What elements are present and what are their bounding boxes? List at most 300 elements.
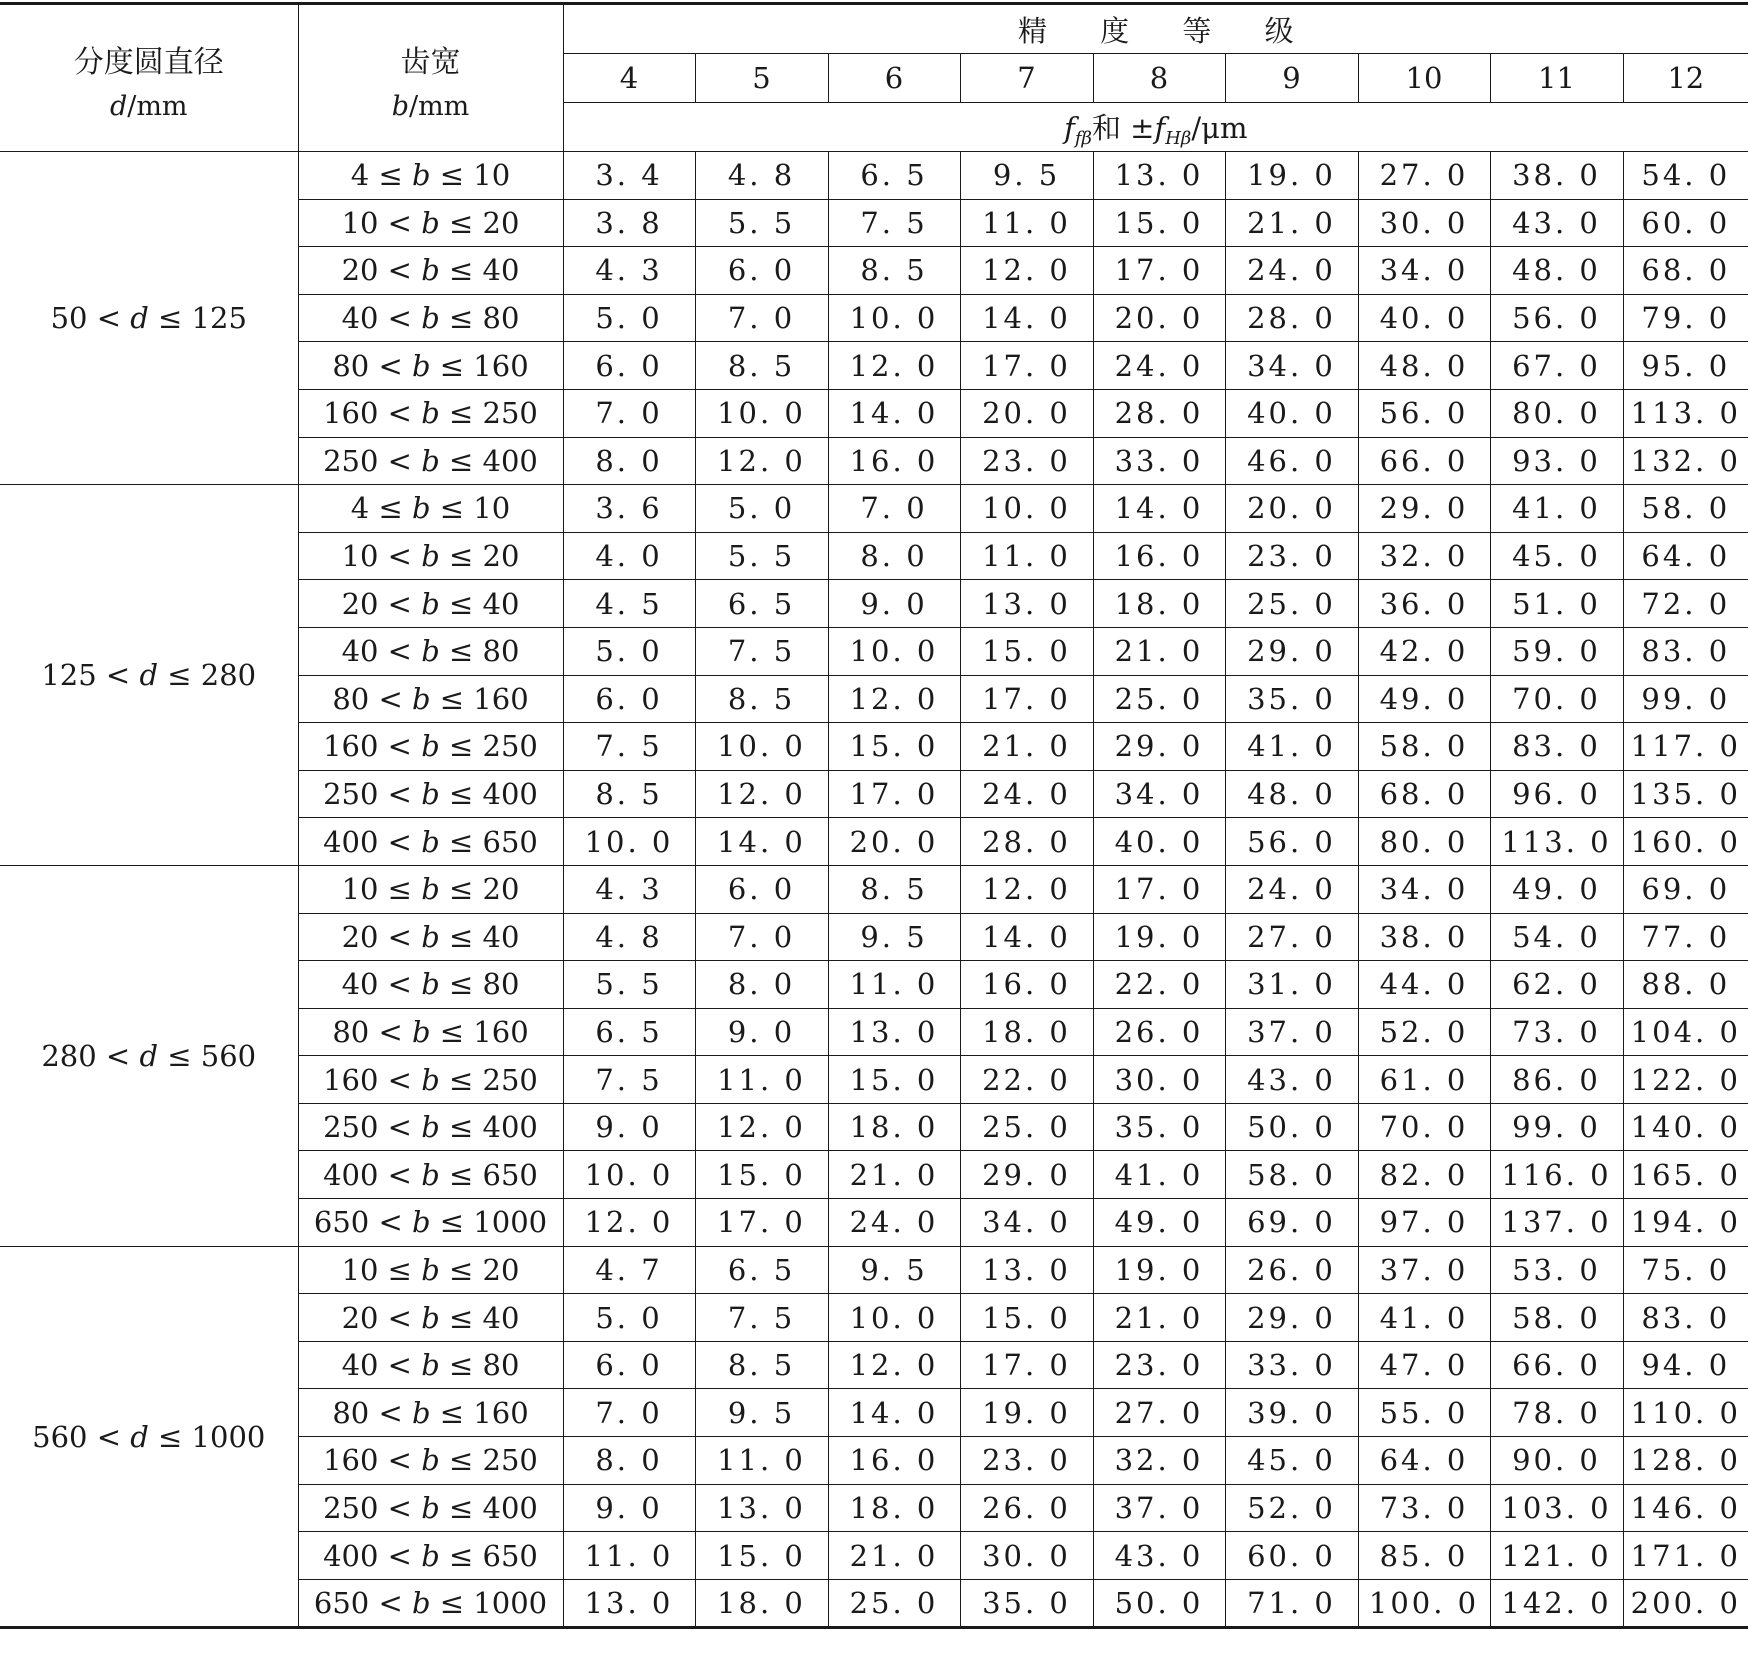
value-cell: 60. 0: [1623, 199, 1748, 247]
value-cell: 95. 0: [1623, 342, 1748, 390]
value-cell: 56. 0: [1225, 818, 1358, 866]
value-cell: 10. 0: [563, 818, 695, 866]
value-cell: 35. 0: [1093, 1103, 1225, 1151]
value-cell: 9. 0: [828, 580, 960, 628]
value-cell: 20. 0: [960, 389, 1093, 437]
value-cell: 25. 0: [960, 1103, 1093, 1151]
value-cell: 73. 0: [1358, 1484, 1490, 1532]
value-cell: 37. 0: [1358, 1246, 1490, 1294]
value-cell: 96. 0: [1490, 770, 1623, 818]
value-cell: 34. 0: [1225, 342, 1358, 390]
value-cell: 49. 0: [1093, 1199, 1225, 1247]
value-cell: 4. 0: [563, 532, 695, 580]
value-cell: 8. 5: [563, 770, 695, 818]
value-cell: 15. 0: [695, 1151, 828, 1199]
diameter-var: d: [109, 90, 128, 122]
width-range-cell: 4 ≤ b ≤ 10: [298, 485, 563, 533]
grade-10: 10: [1358, 54, 1490, 103]
value-cell: 16. 0: [828, 437, 960, 485]
value-cell: 40. 0: [1093, 818, 1225, 866]
value-cell: 10. 0: [960, 485, 1093, 533]
value-cell: 15. 0: [828, 1056, 960, 1104]
value-cell: 68. 0: [1623, 247, 1748, 295]
width-range-cell: 160 < b ≤ 250: [298, 1437, 563, 1485]
value-cell: 72. 0: [1623, 580, 1748, 628]
value-cell: 3. 8: [563, 199, 695, 247]
value-cell: 23. 0: [1093, 1341, 1225, 1389]
value-cell: 25. 0: [828, 1579, 960, 1628]
value-cell: 4. 8: [563, 913, 695, 961]
value-cell: 7. 0: [695, 913, 828, 961]
value-cell: 11. 0: [828, 961, 960, 1009]
width-range-cell: 160 < b ≤ 250: [298, 723, 563, 771]
value-cell: 17. 0: [1093, 865, 1225, 913]
value-cell: 200. 0: [1623, 1579, 1748, 1628]
value-cell: 50. 0: [1093, 1579, 1225, 1628]
value-cell: 24. 0: [828, 1199, 960, 1247]
value-cell: 6. 0: [695, 247, 828, 295]
width-range-cell: 160 < b ≤ 250: [298, 1056, 563, 1104]
value-cell: 8. 5: [828, 247, 960, 295]
diameter-range-cell: 280 < d ≤ 560: [0, 865, 298, 1246]
value-cell: 26. 0: [1225, 1246, 1358, 1294]
quantity-unit: /μm: [1191, 110, 1248, 145]
value-cell: 29. 0: [1225, 627, 1358, 675]
value-cell: 5. 0: [563, 294, 695, 342]
value-cell: 42. 0: [1358, 627, 1490, 675]
width-range-cell: 250 < b ≤ 400: [298, 1484, 563, 1532]
value-cell: 46. 0: [1225, 437, 1358, 485]
value-cell: 29. 0: [1093, 723, 1225, 771]
value-cell: 19. 0: [1093, 1246, 1225, 1294]
value-cell: 88. 0: [1623, 961, 1748, 1009]
width-range-cell: 40 < b ≤ 80: [298, 961, 563, 1009]
value-cell: 6. 5: [695, 580, 828, 628]
value-cell: 12. 0: [828, 1341, 960, 1389]
value-cell: 12. 0: [695, 1103, 828, 1151]
value-cell: 21. 0: [828, 1532, 960, 1580]
value-cell: 50. 0: [1225, 1103, 1358, 1151]
value-cell: 128. 0: [1623, 1437, 1748, 1485]
value-cell: 8. 0: [695, 961, 828, 1009]
value-cell: 59. 0: [1490, 627, 1623, 675]
value-cell: 9. 5: [828, 1246, 960, 1294]
value-cell: 26. 0: [1093, 1008, 1225, 1056]
value-cell: 22. 0: [960, 1056, 1093, 1104]
width-range-cell: 10 < b ≤ 20: [298, 532, 563, 580]
value-cell: 21. 0: [1093, 1294, 1225, 1342]
value-cell: 8. 5: [828, 865, 960, 913]
value-cell: 23. 0: [1225, 532, 1358, 580]
value-cell: 113. 0: [1623, 389, 1748, 437]
width-range-cell: 10 ≤ b ≤ 20: [298, 865, 563, 913]
width-range-cell: 80 < b ≤ 160: [298, 342, 563, 390]
value-cell: 4. 7: [563, 1246, 695, 1294]
value-cell: 8. 5: [695, 342, 828, 390]
value-cell: 44. 0: [1358, 961, 1490, 1009]
diameter-range-cell: 125 < d ≤ 280: [0, 485, 298, 866]
value-cell: 8. 5: [695, 1341, 828, 1389]
value-cell: 77. 0: [1623, 913, 1748, 961]
value-cell: 43. 0: [1490, 199, 1623, 247]
value-cell: 7. 0: [563, 389, 695, 437]
value-cell: 171. 0: [1623, 1532, 1748, 1580]
value-cell: 85. 0: [1358, 1532, 1490, 1580]
value-cell: 16. 0: [1093, 532, 1225, 580]
value-cell: 27. 0: [1093, 1389, 1225, 1437]
width-range-cell: 250 < b ≤ 400: [298, 1103, 563, 1151]
value-cell: 99. 0: [1623, 675, 1748, 723]
value-cell: 10. 0: [563, 1151, 695, 1199]
value-cell: 14. 0: [828, 1389, 960, 1437]
value-cell: 20. 0: [1093, 294, 1225, 342]
value-cell: 194. 0: [1623, 1199, 1748, 1247]
value-cell: 29. 0: [1358, 485, 1490, 533]
value-cell: 25. 0: [1093, 675, 1225, 723]
value-cell: 4. 3: [563, 247, 695, 295]
value-cell: 14. 0: [1093, 485, 1225, 533]
value-cell: 13. 0: [1093, 152, 1225, 200]
value-cell: 43. 0: [1225, 1056, 1358, 1104]
value-cell: 13. 0: [960, 580, 1093, 628]
value-cell: 12. 0: [563, 1199, 695, 1247]
value-cell: 17. 0: [960, 1341, 1093, 1389]
value-cell: 4. 3: [563, 865, 695, 913]
value-cell: 32. 0: [1093, 1437, 1225, 1485]
value-cell: 7. 5: [563, 723, 695, 771]
value-cell: 37. 0: [1225, 1008, 1358, 1056]
value-cell: 53. 0: [1490, 1246, 1623, 1294]
value-cell: 17. 0: [960, 342, 1093, 390]
value-cell: 52. 0: [1225, 1484, 1358, 1532]
value-cell: 25. 0: [1225, 580, 1358, 628]
value-cell: 70. 0: [1358, 1103, 1490, 1151]
table-body: [0, 4, 1748, 1628]
value-cell: 13. 0: [828, 1008, 960, 1056]
value-cell: 28. 0: [960, 818, 1093, 866]
value-cell: 17. 0: [695, 1199, 828, 1247]
value-cell: 30. 0: [1093, 1056, 1225, 1104]
value-cell: 61. 0: [1358, 1056, 1490, 1104]
value-cell: 12. 0: [695, 437, 828, 485]
diameter-range-cell: 560 < d ≤ 1000: [0, 1246, 298, 1628]
width-range-cell: 160 < b ≤ 250: [298, 389, 563, 437]
value-cell: 28. 0: [1093, 389, 1225, 437]
value-cell: 135. 0: [1623, 770, 1748, 818]
value-cell: 11. 0: [695, 1056, 828, 1104]
value-cell: 32. 0: [1358, 532, 1490, 580]
value-cell: 7. 0: [563, 1389, 695, 1437]
value-cell: 17. 0: [960, 675, 1093, 723]
value-cell: 69. 0: [1623, 865, 1748, 913]
value-cell: 35. 0: [960, 1579, 1093, 1628]
value-cell: 7. 5: [695, 627, 828, 675]
value-cell: 30. 0: [960, 1532, 1093, 1580]
value-cell: 165. 0: [1623, 1151, 1748, 1199]
value-cell: 113. 0: [1490, 818, 1623, 866]
grade-6: 6: [828, 54, 960, 103]
value-cell: 14. 0: [695, 818, 828, 866]
width-range-cell: 650 < b ≤ 1000: [298, 1199, 563, 1247]
width-range-cell: 40 < b ≤ 80: [298, 294, 563, 342]
value-cell: 21. 0: [1225, 199, 1358, 247]
value-cell: 10. 0: [828, 1294, 960, 1342]
value-cell: 49. 0: [1490, 865, 1623, 913]
value-cell: 69. 0: [1225, 1199, 1358, 1247]
table-row: [0, 485, 1748, 533]
value-cell: 5. 0: [563, 1294, 695, 1342]
value-cell: 15. 0: [1093, 199, 1225, 247]
value-cell: 56. 0: [1490, 294, 1623, 342]
value-cell: 21. 0: [828, 1151, 960, 1199]
value-cell: 70. 0: [1490, 675, 1623, 723]
value-cell: 6. 0: [695, 865, 828, 913]
value-cell: 41. 0: [1358, 1294, 1490, 1342]
value-cell: 122. 0: [1623, 1056, 1748, 1104]
value-cell: 36. 0: [1358, 580, 1490, 628]
value-cell: 28. 0: [1225, 294, 1358, 342]
value-cell: 27. 0: [1358, 152, 1490, 200]
width-range-cell: 10 < b ≤ 20: [298, 199, 563, 247]
value-cell: 4. 8: [695, 152, 828, 200]
width-range-cell: 400 < b ≤ 650: [298, 1151, 563, 1199]
value-cell: 90. 0: [1490, 1437, 1623, 1485]
grade-9: 9: [1225, 54, 1358, 103]
value-cell: 17. 0: [1093, 247, 1225, 295]
value-cell: 20. 0: [828, 818, 960, 866]
value-cell: 19. 0: [1093, 913, 1225, 961]
value-cell: 26. 0: [960, 1484, 1093, 1532]
value-cell: 121. 0: [1490, 1532, 1623, 1580]
value-cell: 24. 0: [960, 770, 1093, 818]
grade-4: 4: [563, 54, 695, 103]
value-cell: 15. 0: [695, 1532, 828, 1580]
value-cell: 71. 0: [1225, 1579, 1358, 1628]
value-cell: 83. 0: [1623, 627, 1748, 675]
value-cell: 18. 0: [828, 1103, 960, 1151]
value-cell: 41. 0: [1225, 723, 1358, 771]
value-cell: 12. 0: [960, 865, 1093, 913]
table-row: [0, 865, 1748, 913]
value-cell: 13. 0: [563, 1579, 695, 1628]
value-cell: 99. 0: [1490, 1103, 1623, 1151]
width-range-cell: 400 < b ≤ 650: [298, 1532, 563, 1580]
value-cell: 21. 0: [960, 723, 1093, 771]
tolerance-table-container: [0, 2, 1748, 1629]
quantity-f2: f: [1154, 110, 1166, 145]
value-cell: 13. 0: [695, 1484, 828, 1532]
value-cell: 52. 0: [1358, 1008, 1490, 1056]
value-cell: 13. 0: [960, 1246, 1093, 1294]
value-cell: 6. 0: [563, 342, 695, 390]
value-cell: 117. 0: [1623, 723, 1748, 771]
value-cell: 100. 0: [1358, 1579, 1490, 1628]
value-cell: 33. 0: [1225, 1341, 1358, 1389]
value-cell: 54. 0: [1490, 913, 1623, 961]
value-cell: 78. 0: [1490, 1389, 1623, 1437]
value-cell: 29. 0: [960, 1151, 1093, 1199]
value-cell: 34. 0: [1358, 865, 1490, 913]
value-cell: 86. 0: [1490, 1056, 1623, 1104]
value-cell: 27. 0: [1225, 913, 1358, 961]
value-cell: 45. 0: [1225, 1437, 1358, 1485]
quantity-f2-sub: Hβ: [1165, 127, 1192, 149]
value-cell: 34. 0: [960, 1199, 1093, 1247]
value-cell: 75. 0: [1623, 1246, 1748, 1294]
value-cell: 68. 0: [1358, 770, 1490, 818]
value-cell: 64. 0: [1623, 532, 1748, 580]
value-cell: 67. 0: [1490, 342, 1623, 390]
value-cell: 104. 0: [1623, 1008, 1748, 1056]
value-cell: 55. 0: [1358, 1389, 1490, 1437]
value-cell: 137. 0: [1490, 1199, 1623, 1247]
value-cell: 38. 0: [1490, 152, 1623, 200]
quantity-f1-sub: fβ: [1074, 127, 1092, 149]
value-cell: 12. 0: [960, 247, 1093, 295]
value-cell: 14. 0: [828, 389, 960, 437]
value-cell: 23. 0: [960, 1437, 1093, 1485]
value-cell: 17. 0: [828, 770, 960, 818]
value-cell: 18. 0: [1093, 580, 1225, 628]
value-cell: 22. 0: [1093, 961, 1225, 1009]
width-range-cell: 40 < b ≤ 80: [298, 627, 563, 675]
value-cell: 12. 0: [695, 770, 828, 818]
value-cell: 18. 0: [828, 1484, 960, 1532]
value-cell: 15. 0: [828, 723, 960, 771]
value-cell: 82. 0: [1358, 1151, 1490, 1199]
value-cell: 34. 0: [1093, 770, 1225, 818]
value-cell: 33. 0: [1093, 437, 1225, 485]
value-cell: 8. 5: [695, 675, 828, 723]
value-cell: 19. 0: [1225, 152, 1358, 200]
value-cell: 51. 0: [1490, 580, 1623, 628]
width-range-cell: 250 < b ≤ 400: [298, 770, 563, 818]
value-cell: 58. 0: [1358, 723, 1490, 771]
value-cell: 7. 0: [828, 485, 960, 533]
value-cell: 47. 0: [1358, 1341, 1490, 1389]
value-cell: 56. 0: [1358, 389, 1490, 437]
quantity-f1: f: [1064, 110, 1075, 145]
value-cell: 64. 0: [1358, 1437, 1490, 1485]
value-cell: 83. 0: [1623, 1294, 1748, 1342]
width-range-cell: 4 ≤ b ≤ 10: [298, 152, 563, 200]
value-cell: 66. 0: [1358, 437, 1490, 485]
value-cell: 5. 0: [695, 485, 828, 533]
value-cell: 6. 0: [563, 1341, 695, 1389]
value-cell: 16. 0: [960, 961, 1093, 1009]
value-cell: 34. 0: [1358, 247, 1490, 295]
value-cell: 66. 0: [1490, 1341, 1623, 1389]
width-range-cell: 20 < b ≤ 40: [298, 580, 563, 628]
value-cell: 31. 0: [1225, 961, 1358, 1009]
width-header-unit: [299, 91, 563, 122]
value-cell: 54. 0: [1623, 152, 1748, 200]
value-cell: 62. 0: [1490, 961, 1623, 1009]
value-cell: 7. 5: [563, 1056, 695, 1104]
width-range-cell: 80 < b ≤ 160: [298, 675, 563, 723]
value-cell: 12. 0: [828, 675, 960, 723]
value-cell: 24. 0: [1093, 342, 1225, 390]
diameter-header-title: 分度圆直径: [73, 44, 224, 80]
value-cell: 3. 6: [563, 485, 695, 533]
width-range-cell: 80 < b ≤ 160: [298, 1008, 563, 1056]
value-cell: 83. 0: [1490, 723, 1623, 771]
value-cell: 24. 0: [1225, 865, 1358, 913]
value-cell: 11. 0: [695, 1437, 828, 1485]
value-cell: 23. 0: [960, 437, 1093, 485]
value-cell: 6. 5: [563, 1008, 695, 1056]
header-row-1: [0, 4, 1748, 54]
diameter-header-unit: [0, 91, 298, 122]
width-range-cell: 20 < b ≤ 40: [298, 247, 563, 295]
value-cell: 20. 0: [1225, 485, 1358, 533]
width-range-cell: 80 < b ≤ 160: [298, 1389, 563, 1437]
grade-8: 8: [1093, 54, 1225, 103]
table-row: [0, 152, 1748, 200]
value-cell: 15. 0: [960, 1294, 1093, 1342]
value-cell: 94. 0: [1623, 1341, 1748, 1389]
width-range-cell: 10 ≤ b ≤ 20: [298, 1246, 563, 1294]
value-cell: 93. 0: [1490, 437, 1623, 485]
value-cell: 9. 5: [695, 1389, 828, 1437]
value-cell: 9. 0: [563, 1103, 695, 1151]
value-cell: 40. 0: [1358, 294, 1490, 342]
value-cell: 9. 0: [563, 1484, 695, 1532]
value-cell: 40. 0: [1225, 389, 1358, 437]
value-cell: 97. 0: [1358, 1199, 1490, 1247]
width-range-cell: 250 < b ≤ 400: [298, 437, 563, 485]
value-cell: 110. 0: [1623, 1389, 1748, 1437]
grade-5: 5: [695, 54, 828, 103]
value-cell: 11. 0: [960, 199, 1093, 247]
value-cell: 5. 0: [563, 627, 695, 675]
value-cell: 6. 5: [695, 1246, 828, 1294]
value-cell: 21. 0: [1093, 627, 1225, 675]
value-cell: 7. 5: [695, 1294, 828, 1342]
value-cell: 15. 0: [960, 627, 1093, 675]
grade-12: 12: [1623, 54, 1748, 103]
value-cell: 6. 0: [563, 675, 695, 723]
value-cell: 8. 0: [563, 1437, 695, 1485]
value-cell: 30. 0: [1358, 199, 1490, 247]
width-header-title: 齿宽: [400, 44, 461, 80]
width-var: b: [391, 90, 409, 122]
value-cell: 5. 5: [695, 532, 828, 580]
value-cell: 48. 0: [1358, 342, 1490, 390]
value-cell: 142. 0: [1490, 1579, 1623, 1628]
value-cell: 132. 0: [1623, 437, 1748, 485]
value-cell: 11. 0: [563, 1532, 695, 1580]
table-row: [0, 1246, 1748, 1294]
value-cell: 160. 0: [1623, 818, 1748, 866]
grade-11: 11: [1490, 54, 1623, 103]
value-cell: 146. 0: [1623, 1484, 1748, 1532]
value-cell: 16. 0: [828, 1437, 960, 1485]
value-cell: 18. 0: [695, 1579, 828, 1628]
value-cell: 58. 0: [1490, 1294, 1623, 1342]
width-range-cell: 650 < b ≤ 1000: [298, 1579, 563, 1628]
width-range-cell: 400 < b ≤ 650: [298, 818, 563, 866]
value-cell: 80. 0: [1358, 818, 1490, 866]
value-cell: 39. 0: [1225, 1389, 1358, 1437]
value-cell: 10. 0: [828, 294, 960, 342]
value-cell: 18. 0: [960, 1008, 1093, 1056]
tolerance-table: [0, 2, 1748, 1629]
value-cell: 10. 0: [695, 723, 828, 771]
value-cell: 11. 0: [960, 532, 1093, 580]
grade-header-title: 精 度 等 级: [1017, 13, 1316, 48]
value-cell: 43. 0: [1093, 1532, 1225, 1580]
